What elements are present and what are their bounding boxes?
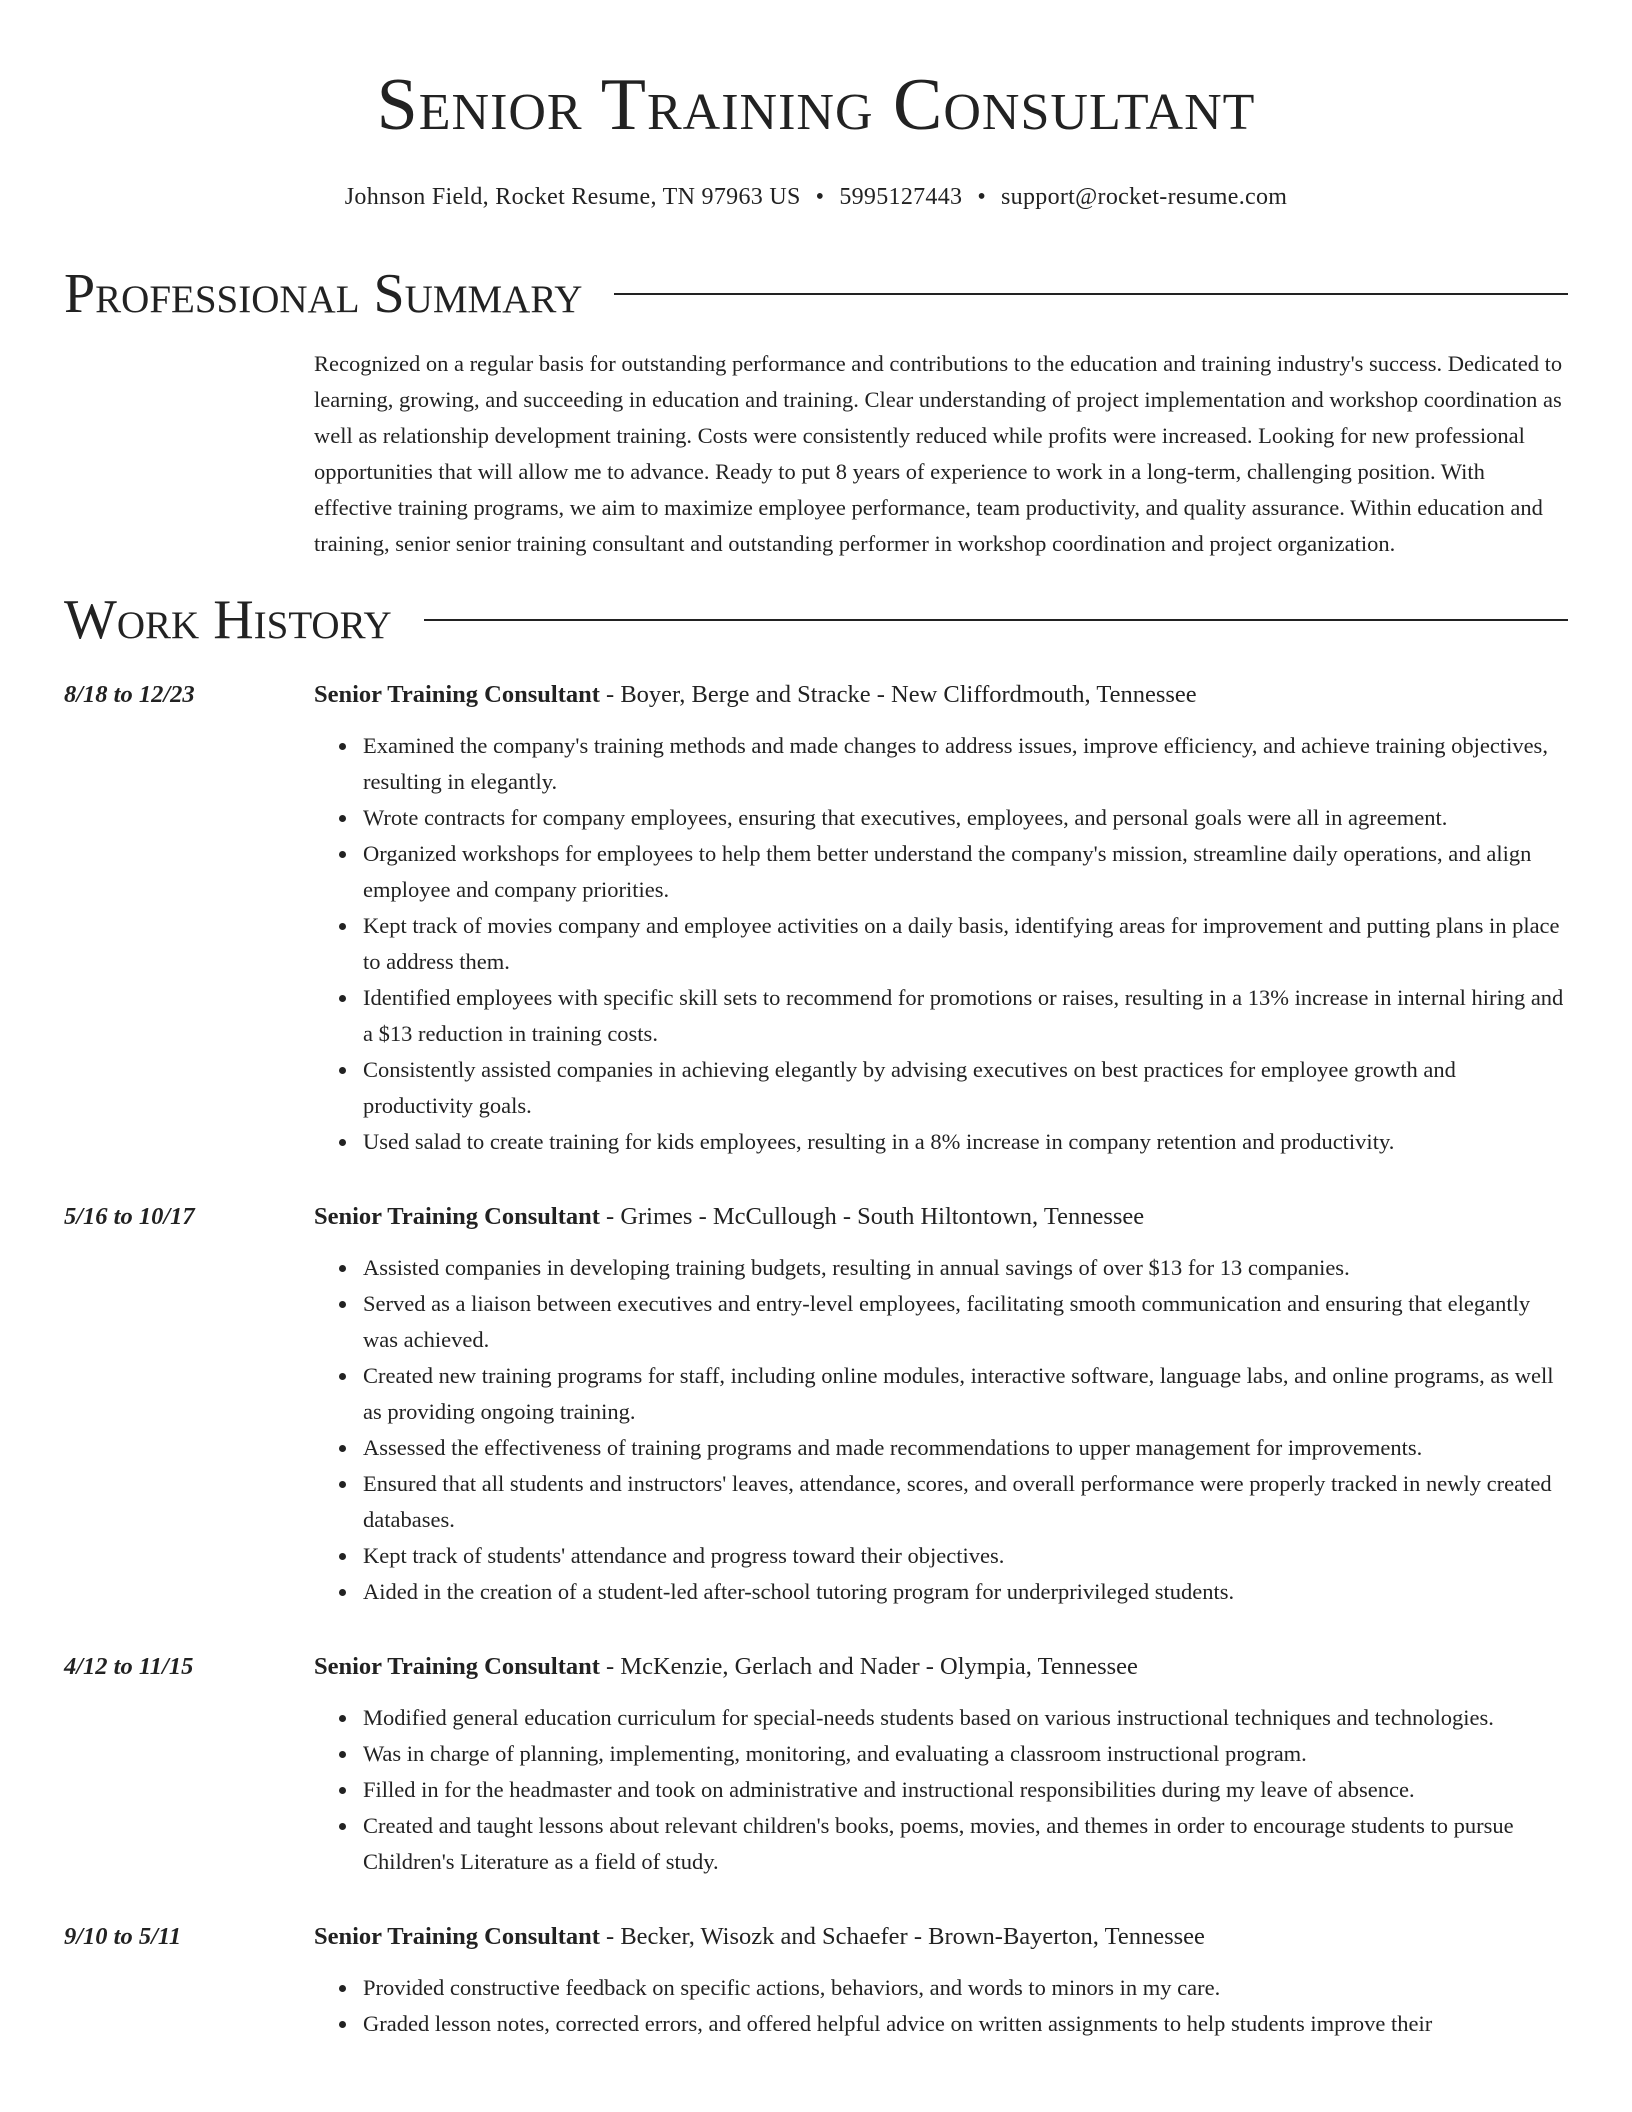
job-entry — [0, 1920, 1632, 2042]
job-bullet: • Filled in for the headmaster and took on administrative and instructional responsibilities during my leave of absence. — [359, 1772, 1568, 1808]
summary-text: Recognized on a regular basis for outstanding performance and contributions to the education and training industry's success. Dedicated to learning, growing, and succeeding in education and training. Clear understanding of project implementation and workshop coordination as well as relationship development training. Costs were consistently reduced while profits were increased. Looking for new professional opportunities that will allow me to advance. Ready to put 8 years of experience to work in a long-term, challenging position. With effective training programs, we aim to maximize employee performance, team productivity, and quality assurance. Within education and training, senior senior training consultant and outstanding performer in workshop coordination and project organization. — [314, 351, 1563, 556]
job-bullet: • Assisted companies in developing training budgets, resulting in annual savings of over $13 for 13 companies. — [359, 1250, 1568, 1286]
job-title: Senior Training Consultant — [314, 1923, 600, 1950]
job-title-line — [314, 1920, 1632, 1954]
contact-address: Johnson Field, Rocket Resume, TN 97963 US — [344, 184, 801, 210]
job-bullet: • Provided constructive feedback on specific actions, behaviors, and words to minors in my care. — [359, 1970, 1568, 2006]
summary-heading: Professional Summary — [64, 263, 583, 325]
job-company: - McKenzie, Gerlach and Nader - Olympia, Tennessee — [599, 1653, 1138, 1680]
job-bullets — [359, 1970, 1568, 2042]
job-title-line — [314, 1200, 1632, 1234]
job-title: Senior Training Consultant — [314, 681, 600, 708]
job-bullet: • Wrote contracts for company employees, ensuring that executives, employees, and personal goals were all in agreement. — [359, 800, 1568, 836]
job-bullet: • Modified general education curriculum for special-needs students based on various instructional techniques and technologies. — [359, 1700, 1568, 1736]
summary-section-header — [64, 262, 1568, 326]
job-title: Senior Training Consultant — [314, 1653, 600, 1680]
job-company: - Becker, Wisozk and Schaefer - Brown-Bayerton, Tennessee — [599, 1923, 1205, 1950]
job-title-line — [314, 678, 1632, 712]
job-company: - Grimes - McCullough - South Hiltontown, Tennessee — [599, 1203, 1145, 1230]
job-dates: 4/12 to 11/15 — [64, 1653, 194, 1680]
job-bullets — [359, 1250, 1568, 1610]
work-section-header — [64, 588, 1568, 652]
section-divider — [424, 619, 1568, 621]
job-bullet: • Was in charge of planning, implementing, monitoring, and evaluating a classroom instructional program. — [359, 1736, 1568, 1772]
job-bullet: • Consistently assisted companies in achieving elegantly by advising executives on best practices for employee growth and productivity goals. — [359, 1052, 1568, 1124]
job-dates: 5/16 to 10/17 — [64, 1203, 195, 1230]
job-entry — [0, 678, 1632, 1160]
job-header — [0, 678, 1632, 712]
job-dates: 9/10 to 5/11 — [64, 1923, 182, 1950]
job-bullet: • Created new training programs for staff, including online modules, interactive software, language labs, and online programs, as well as providing ongoing training. — [359, 1358, 1568, 1430]
job-entry — [0, 1200, 1632, 1610]
job-bullet: • Ensured that all students and instructors' leaves, attendance, scores, and overall performance were properly tracked in newly created databases. — [359, 1466, 1568, 1538]
job-bullet: • Kept track of students' attendance and progress toward their objectives. — [359, 1538, 1568, 1574]
job-header — [0, 1650, 1632, 1684]
job-bullets — [359, 728, 1568, 1160]
job-bullet: • Used salad to create training for kids employees, resulting in a 8% increase in company retention and productivity. — [359, 1124, 1568, 1160]
contact-email[interactable]: support@rocket-resume.com — [1001, 184, 1288, 210]
job-company: - Boyer, Berge and Stracke - New Cliffordmouth, Tennessee — [599, 681, 1197, 708]
contact-separator: • — [977, 184, 987, 210]
job-bullet: • Aided in the creation of a student-led after-school tutoring program for underprivileged students. — [359, 1574, 1568, 1610]
job-header — [0, 1920, 1632, 1954]
contact-line — [0, 182, 1632, 212]
job-bullet: • Examined the company's training methods and made changes to address issues, improve efficiency, and achieve training objectives, resulting in elegantly. — [359, 728, 1568, 800]
job-dates: 8/18 to 12/23 — [64, 681, 195, 708]
job-bullet: • Kept track of movies company and employee activities on a daily basis, identifying areas for improvement and putting plans in place to address them. — [359, 908, 1568, 980]
job-bullet: • Graded lesson notes, corrected errors, and offered helpful advice on written assignments to help students improve their — [359, 2006, 1568, 2042]
candidate-name: Senior Training Consultant — [376, 64, 1256, 146]
job-header — [0, 1200, 1632, 1234]
contact-separator: • — [815, 184, 825, 210]
job-entry — [0, 1650, 1632, 1880]
job-bullet: • Identified employees with specific skill sets to recommend for promotions or raises, resulting in a 13% increase in internal hiring and a $13 reduction in training costs. — [359, 980, 1568, 1052]
job-bullet: • Organized workshops for employees to help them better understand the company's mission, streamline daily operations, and align employee and company priorities. — [359, 836, 1568, 908]
job-bullet: • Assessed the effectiveness of training programs and made recommendations to upper management for improvements. — [359, 1430, 1568, 1466]
work-history-list — [0, 678, 1632, 2042]
work-heading: Work History — [64, 589, 392, 651]
section-divider — [614, 293, 1568, 295]
job-bullet: • Served as a liaison between executives and entry-level employees, facilitating smooth communication and ensuring that elegantly was achieved. — [359, 1286, 1568, 1358]
job-title: Senior Training Consultant — [314, 1203, 600, 1230]
job-bullets — [359, 1700, 1568, 1880]
job-title-line — [314, 1650, 1632, 1684]
contact-phone: 5995127443 — [839, 184, 963, 210]
job-bullet: • Created and taught lessons about relevant children's books, poems, movies, and themes in order to encourage students to pursue Children's Literature as a field of study. — [359, 1808, 1568, 1880]
